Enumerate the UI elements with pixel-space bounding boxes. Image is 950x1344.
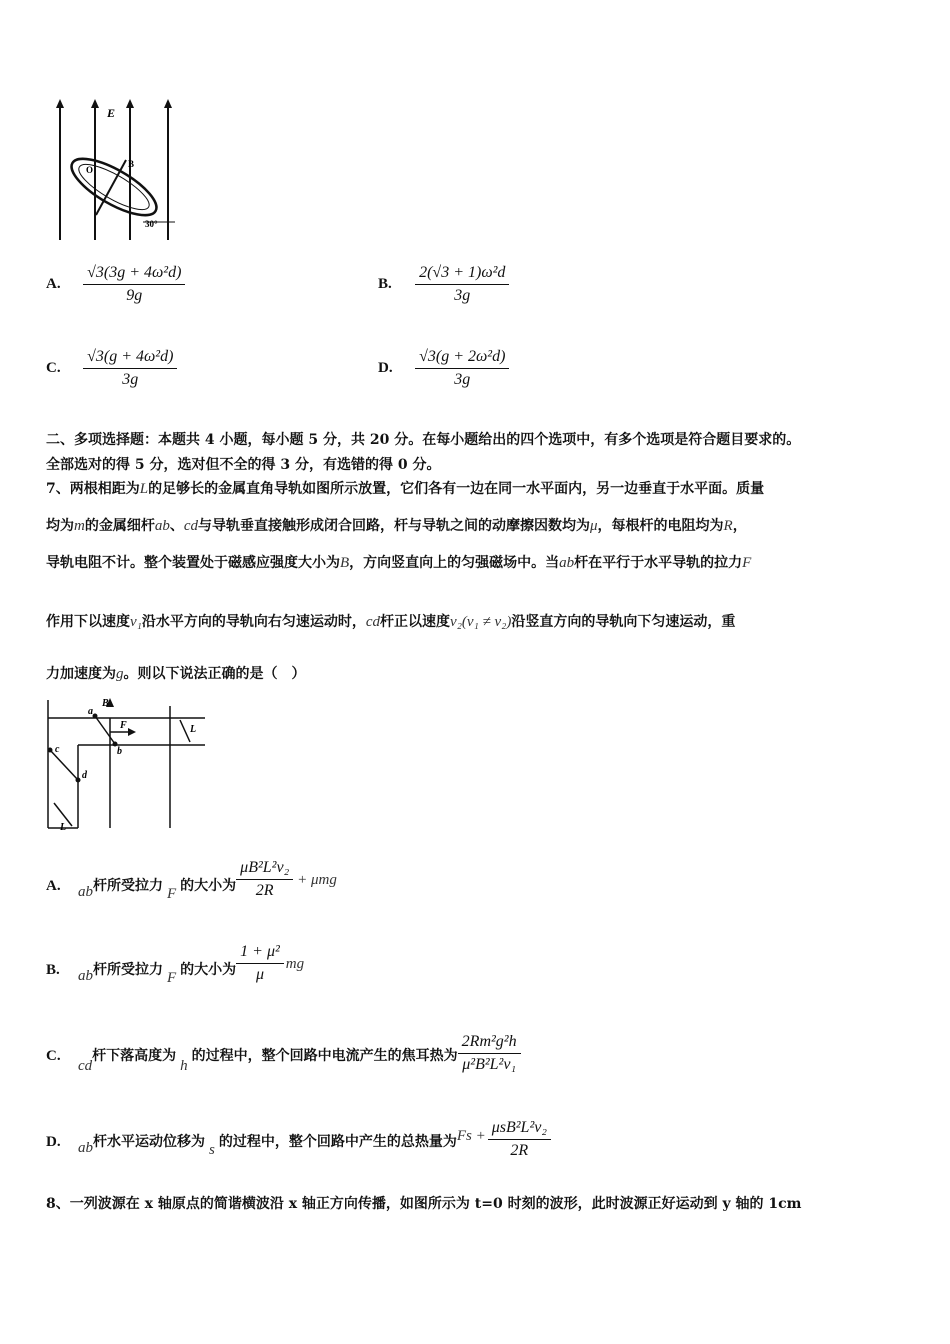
rail-label-B: B [102,698,109,709]
rail-label-L1: L [190,724,197,735]
rail-label-d: d [82,770,87,781]
q7-option-d[interactable]: D. ab 杆水平运动位移为 s 的过程中，整个回路中产生的总热量为 Fs + $\frac{\text{μsB²L²v₂}}{2R}$ [46,1112,551,1172]
section2-line2: 全部选对的得 5 分，选对但不全的得 3 分，有选错的得 0 分。 [46,457,441,473]
field-label-O: O [86,165,94,175]
q6-a-fraction: $\frac{\text{√3(3g + 4ω²d)}}{9g}$ [83,262,185,307]
q6-option-a[interactable] [46,262,185,307]
rail-label-b: b [117,746,122,757]
option-letter: D. [378,360,393,376]
section2-line1: 二、多项选择题：本题共 4 小题，每小题 5 分，共 20 分。在每小题给出的四个选项中，有多个选项是符合题目要求的。 [46,432,801,448]
option-letter: B. [378,276,392,292]
q7-b-fraction: $\frac{\text{1 + μ²}}{\mu}$ [236,941,284,986]
rail-label-F: F [120,720,127,731]
q8-line1: 8、一列波源在 x 轴原点的简谐横波沿 x 轴正方向传播，如图所示为 t=0 时刻的波形，此时波源正好运动到 y 轴的 1cm [46,1196,802,1212]
option-letter: A. [46,276,61,292]
q6-c-fraction: $\frac{\text{√3(g + 4ω²d)}}{3g}$ [83,346,177,391]
rail-label-L2: L [60,822,67,833]
q7-line3: 导轨电阻不计。整个装置处于磁感应强度大小为B，方向竖直向上的匀强磁场中。当ab杆在平行于水平导轨的拉力F [46,555,752,571]
q6-b-fraction: $\frac{\text{2(√3 + 1)ω²d}}{3g}$ [415,262,509,307]
q7-line5: 力加速度为g。则以下说法正确的是（ ） [46,666,306,682]
q7-option-c[interactable]: C. cd 杆下落高度为 h 的过程中，整个回路中电流产生的焦耳热为 $\frac{\text{2Rm²g²h}}{\text{μ²B²L²v₁}}$ [46,1026,521,1086]
q7-option-a[interactable]: A. ab 杆所受拉力 F 的大小为 $\frac{\text{μB²L²v₂}}{2R}$ + μmg [46,858,337,902]
q7-option-b[interactable]: B. ab 杆所受拉力 F 的大小为 $\frac{\text{1 + μ²}}{\mu}$ mg [46,942,305,986]
option-letter: C. [46,360,61,376]
q7-line2: 均为m的金属细杆ab、cd与导轨垂直接触形成闭合回路，杆与导轨之间的动摩擦因数均为μ，每根杆的电阻均为R， [46,518,747,534]
q7-d-fraction: $\frac{\text{μsB²L²v₂}}{2R}$ [488,1117,551,1162]
figure-field-disk [50,95,190,245]
figure-rails [40,698,215,838]
q7-c-fraction: $\frac{\text{2Rm²g²h}}{\text{μ²B²L²v₁}}$ [458,1031,521,1076]
q6-option-b[interactable] [378,262,509,307]
q7-a-fraction: $\frac{\text{μB²L²v₂}}{2R}$ [236,857,293,902]
field-label-angle: 30° [145,219,158,229]
q6-option-d[interactable] [378,346,509,391]
rail-label-a: a [88,706,93,717]
q7-line1: 7、两根相距为L的足够长的金属直角导轨如图所示放置，它们各有一边在同一水平面内，另一边垂直于水平面。质量 [46,481,765,497]
field-label-B: B [128,159,135,169]
rail-label-c: c [55,744,60,755]
q6-d-fraction: $\frac{\text{√3(g + 2ω²d)}}{3g}$ [415,346,509,391]
field-label-E: E [107,106,116,120]
q6-option-c[interactable] [46,346,177,391]
q7-line4: 作用下以速度v₁沿水平方向的导轨向右匀速运动时，cd杆正以速度v₂(v₁ ≠ v₂)沿竖直方向的导轨向下匀速运动，重 [46,614,736,630]
